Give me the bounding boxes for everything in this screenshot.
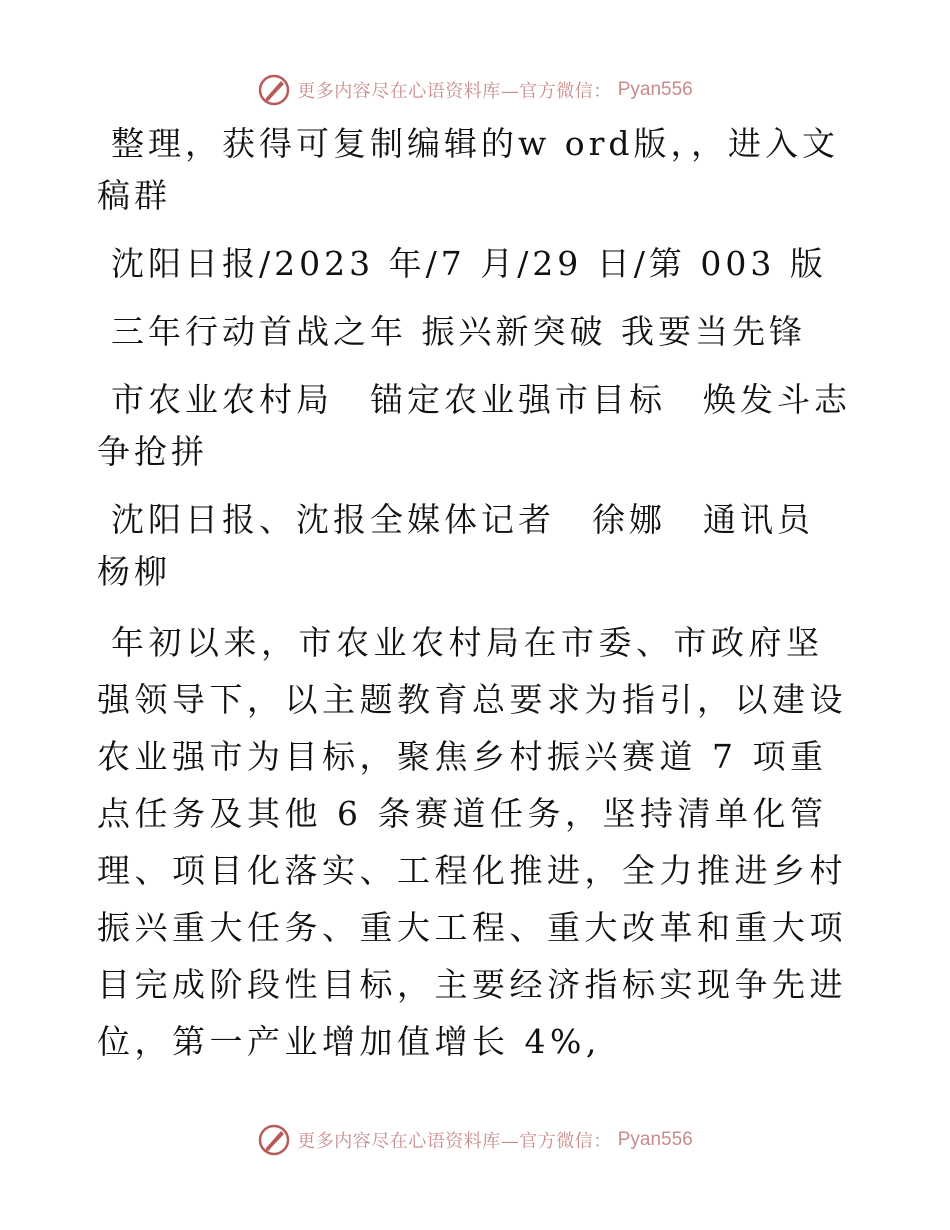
header-watermark — [0, 70, 950, 110]
column-title: 三年行动首战之年 振兴新突破 我要当先锋 — [111, 312, 806, 351]
source-line: 沈阳日报/2023 年/7 月/29 日/第 003 版 — [111, 244, 827, 283]
byline: 沈阳日报、沈报全媒体记者 徐娜 通讯员 杨柳 — [97, 500, 851, 591]
quill-pen-logo-icon — [257, 1123, 291, 1157]
article-headline: 市农业农村局 锚定农业强市目标 焕发斗志争抢拼 — [97, 380, 851, 471]
quill-pen-logo-icon — [257, 73, 291, 107]
intro-paragraph: 整理，获得可复制编辑的w ord版，，进入文稿群 — [97, 124, 840, 215]
watermark-wechat-id: Pyan556 — [617, 1129, 693, 1150]
watermark-wechat-id: Pyan556 — [617, 79, 693, 100]
article-paragraph: 年初以来，市农业农村局在市委、市政府坚强领导下，以主题教育总要求为指引，以建设农业强市为目标，聚焦乡村振兴赛道 7 项重点任务及其他 6 条赛道任务，坚持清单化管理、项目化落实、工程化推进，全力推进乡村振兴重大任务、重大工程、重大改革和重大项目完成阶段性目标，主要经济指标实现争先进位，第一产业增加值增长 4%, — [97, 623, 847, 1061]
footer-watermark — [0, 1120, 950, 1160]
watermark-text: 更多内容尽在心语资料库—官方微信： — [297, 81, 612, 102]
document-body — [97, 118, 855, 1086]
watermark-text: 更多内容尽在心语资料库—官方微信： — [297, 1131, 612, 1152]
